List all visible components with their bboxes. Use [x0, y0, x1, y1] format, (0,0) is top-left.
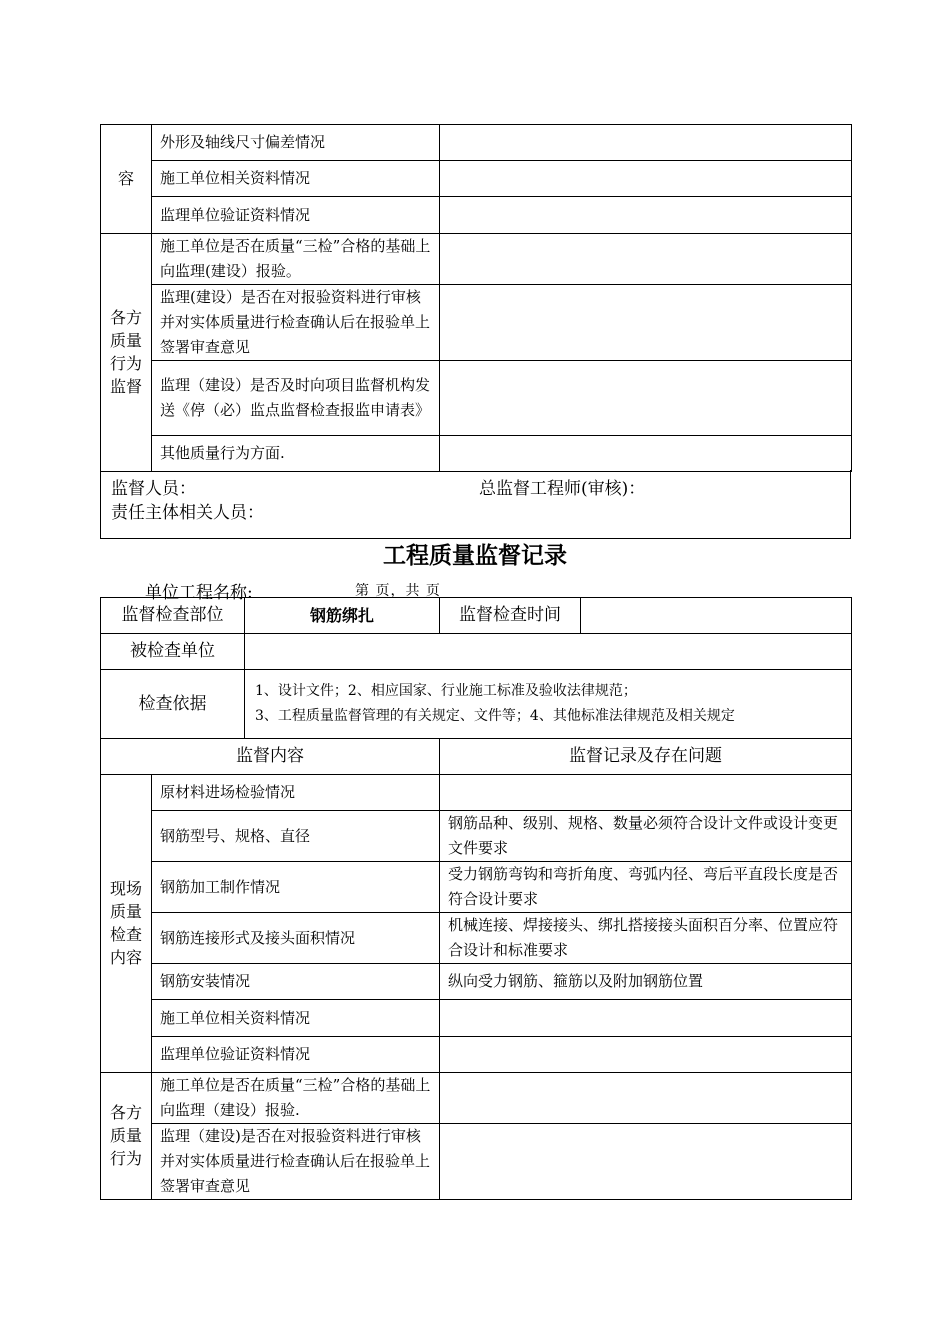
record-cell[interactable] — [440, 234, 852, 285]
record-cell[interactable]: 机械连接、焊接接头、绑扎搭接接头面积百分率、位置应符合设计和标准要求 — [440, 913, 852, 964]
record-cell[interactable] — [440, 1124, 852, 1200]
check-item: 施工单位相关资料情况 — [152, 161, 440, 197]
check-item: 钢筋型号、规格、直径 — [152, 811, 440, 862]
record-cell[interactable] — [440, 1000, 852, 1037]
check-item: 外形及轴线尺寸偏差情况 — [152, 125, 440, 161]
check-item: 钢筋连接形式及接头面积情况 — [152, 913, 440, 964]
record-cell[interactable] — [440, 161, 852, 197]
check-item: 钢筋加工制作情况 — [152, 862, 440, 913]
inspect-time-label: 监督检查时间 — [440, 598, 581, 634]
record-cell[interactable] — [440, 285, 852, 361]
check-item: 施工单位相关资料情况 — [152, 1000, 440, 1037]
check-item: 监理（建设）是否及时向项目监督机构发送《停（必）监点监督检查报监申请表》 — [152, 361, 440, 436]
record-cell[interactable] — [440, 436, 852, 472]
supervisor-label: 监督人员： — [111, 479, 196, 499]
basis-label: 检查依据 — [101, 670, 245, 739]
check-item: 监理（建设)是否在对报验资料进行审核并对实体质量进行检查确认后在报验单上签署审查意见 — [152, 1124, 440, 1200]
section-label-site: 现场质量检查内容 — [101, 775, 152, 1073]
check-item: 钢筋安装情况 — [152, 964, 440, 1000]
inspected-unit-label: 被检查单位 — [101, 634, 245, 670]
chief-engineer-label: 总监督工程师(审核)： — [479, 479, 646, 499]
responsible-label: 责任主体相关人员： — [111, 503, 264, 523]
check-item: 监理单位验证资料情况 — [152, 1037, 440, 1073]
basis-line: 3、工程质量监督管理的有关规定、文件等；4、其他标准法律规范及相关规定 — [255, 708, 735, 724]
section-label-content: 容 — [101, 125, 152, 234]
record-cell[interactable] — [440, 1037, 852, 1073]
inspected-unit-value[interactable] — [245, 634, 852, 670]
record-cell[interactable]: 钢筋品种、级别、规格、数量必须符合设计文件或设计变更文件要求 — [440, 811, 852, 862]
record-cell[interactable] — [440, 1073, 852, 1124]
record-cell[interactable] — [440, 197, 852, 234]
page-title: 工程质量监督记录 — [383, 543, 567, 569]
section-label-parties: 各方质量行为监督 — [101, 234, 152, 472]
content-header: 监督内容 — [101, 739, 440, 775]
check-item: 监理(建设）是否在对报验资料进行审核并对实体质量进行检查确认后在报验单上签署审查意见 — [152, 285, 440, 361]
unit-name-label: 单位工程名称: — [145, 583, 253, 603]
page-number-label: 第 页，共 页 — [355, 583, 441, 599]
record-cell[interactable]: 受力钢筋弯钩和弯折角度、弯弧内径、弯后平直段长度是否符合设计要求 — [440, 862, 852, 913]
check-item: 原材料进场检验情况 — [152, 775, 440, 811]
check-item: 其他质量行为方面. — [152, 436, 440, 472]
basis-content — [245, 670, 852, 739]
section-label-parties: 各方质量行为 — [101, 1073, 152, 1200]
signature-box — [100, 470, 851, 539]
record-cell[interactable]: 纵向受力钢筋、箍筋以及附加钢筋位置 — [440, 964, 852, 1000]
previous-record-table — [100, 124, 852, 472]
check-item: 监理单位验证资料情况 — [152, 197, 440, 234]
inspect-time-value[interactable] — [581, 598, 852, 634]
check-item: 施工单位是否在质量“三检”合格的基础上向监理（建设）报验. — [152, 1073, 440, 1124]
supervision-record-table — [100, 597, 852, 1200]
record-cell[interactable] — [440, 775, 852, 811]
basis-line: 1、设计文件；2、相应国家、行业施工标准及验收法律规范； — [255, 683, 637, 699]
record-cell[interactable] — [440, 125, 852, 161]
record-cell[interactable] — [440, 361, 852, 436]
inspect-part-label: 监督检查部位 — [101, 598, 245, 634]
check-item: 施工单位是否在质量“三检”合格的基础上向监理(建设）报验。 — [152, 234, 440, 285]
inspect-part-value[interactable]: 钢筋绑扎 — [245, 598, 440, 634]
record-header: 监督记录及存在问题 — [440, 739, 852, 775]
